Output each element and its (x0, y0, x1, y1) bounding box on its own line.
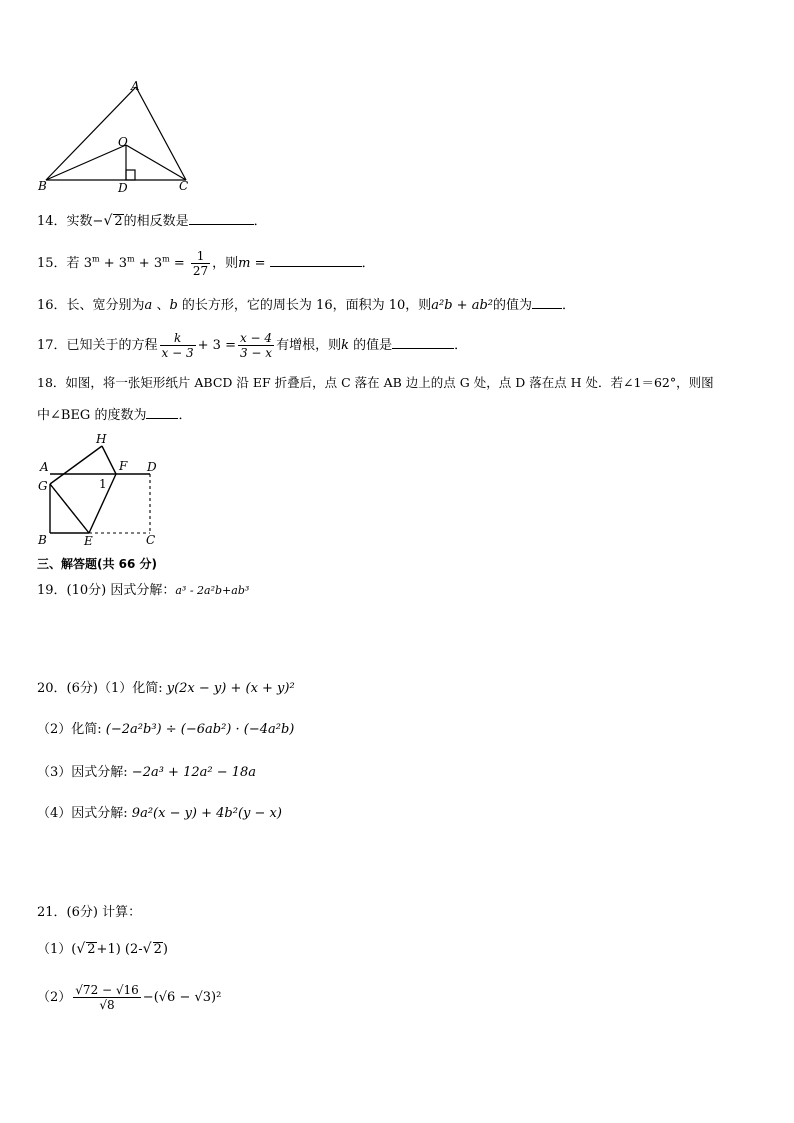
question-20-part2: （2）化简: (−2a²b³) ÷ (−6ab²) · (−4a²b) (37, 722, 295, 737)
label-B: B (38, 533, 47, 547)
label-H: H (96, 432, 107, 446)
answer-blank (532, 296, 562, 309)
question-21-title: 21．(6分) 计算： (37, 905, 142, 920)
section-title: 三、解答题(共 66 分) (37, 557, 158, 571)
fraction: $\frac{√72 - √16}{√8}$ (75, 983, 139, 1012)
question-18-line2: 中∠BEG 的度数为 ． (37, 408, 192, 423)
question-17: 17．已知关于的方程 $\frac{k}{x - 3}$ + 3 = $\frac{x - 4}{3 - x}$ 有增根，则k 的值是 ． (37, 331, 468, 360)
label-A: A (131, 79, 140, 93)
fraction: $\frac{1}{27}$ (192, 249, 209, 278)
label-F: F (119, 459, 128, 473)
label-B: B (38, 179, 47, 193)
answer-blank (270, 254, 362, 267)
question-14: 14．实数−√ 2的相反数是 ． (37, 213, 267, 229)
question-19: 19．(10分) 因式分解：a³ - 2a²b+ab³ (37, 583, 250, 598)
fraction: $\frac{k}{x - 3}$ (161, 331, 194, 360)
label-E: E (84, 534, 93, 548)
answer-blank (146, 406, 178, 419)
question-15: 15．若 3$^m$ + 3$^m$ + 3$^m$ = $\frac{1}{27}$ ，则m = ． (37, 249, 375, 278)
question-20-part3: （3）因式分解: −2a³ + 12a² − 18a (37, 765, 257, 780)
question-20-part4: （4）因式分解: 9a²(x − y) + 4b²(y − x) (37, 806, 282, 821)
fraction: $\frac{x - 4}{3 - x}$ (239, 331, 273, 360)
answer-blank (392, 336, 454, 349)
question-16: 16．长、宽分别为a 、b 的长方形，它的周长为 16，面积为 10，则a²b + ab²的值为 ． (37, 298, 576, 313)
label-G: G (38, 479, 48, 493)
label-A: A (40, 460, 49, 474)
label-D: D (147, 460, 157, 474)
question-18-line1: 18．如图，将一张矩形纸片 ABCD 沿 EF 折叠后，点 C 落在 AB 边上的点 G 处，点 D 落在点 H 处．若∠1＝62°，则图 (37, 375, 714, 390)
question-20-part1: 20．(6分)（1）化简: y(2x − y) + (x + y)² (37, 681, 295, 696)
label-C: C (179, 179, 189, 193)
label-O: O (118, 135, 128, 149)
folded-rectangle-figure (34, 430, 164, 550)
label-1: 1 (99, 477, 107, 491)
label-D: D (118, 181, 128, 195)
answer-blank (189, 212, 254, 225)
label-C: C (146, 533, 156, 547)
triangle-figure (36, 78, 206, 196)
question-21-part2: （2） $\frac{√72 - √16}{√8}$ −(√6 − √3)² (37, 983, 222, 1012)
question-21-part1: （1）(√ 2+1) (2-√ 2) (37, 941, 168, 957)
